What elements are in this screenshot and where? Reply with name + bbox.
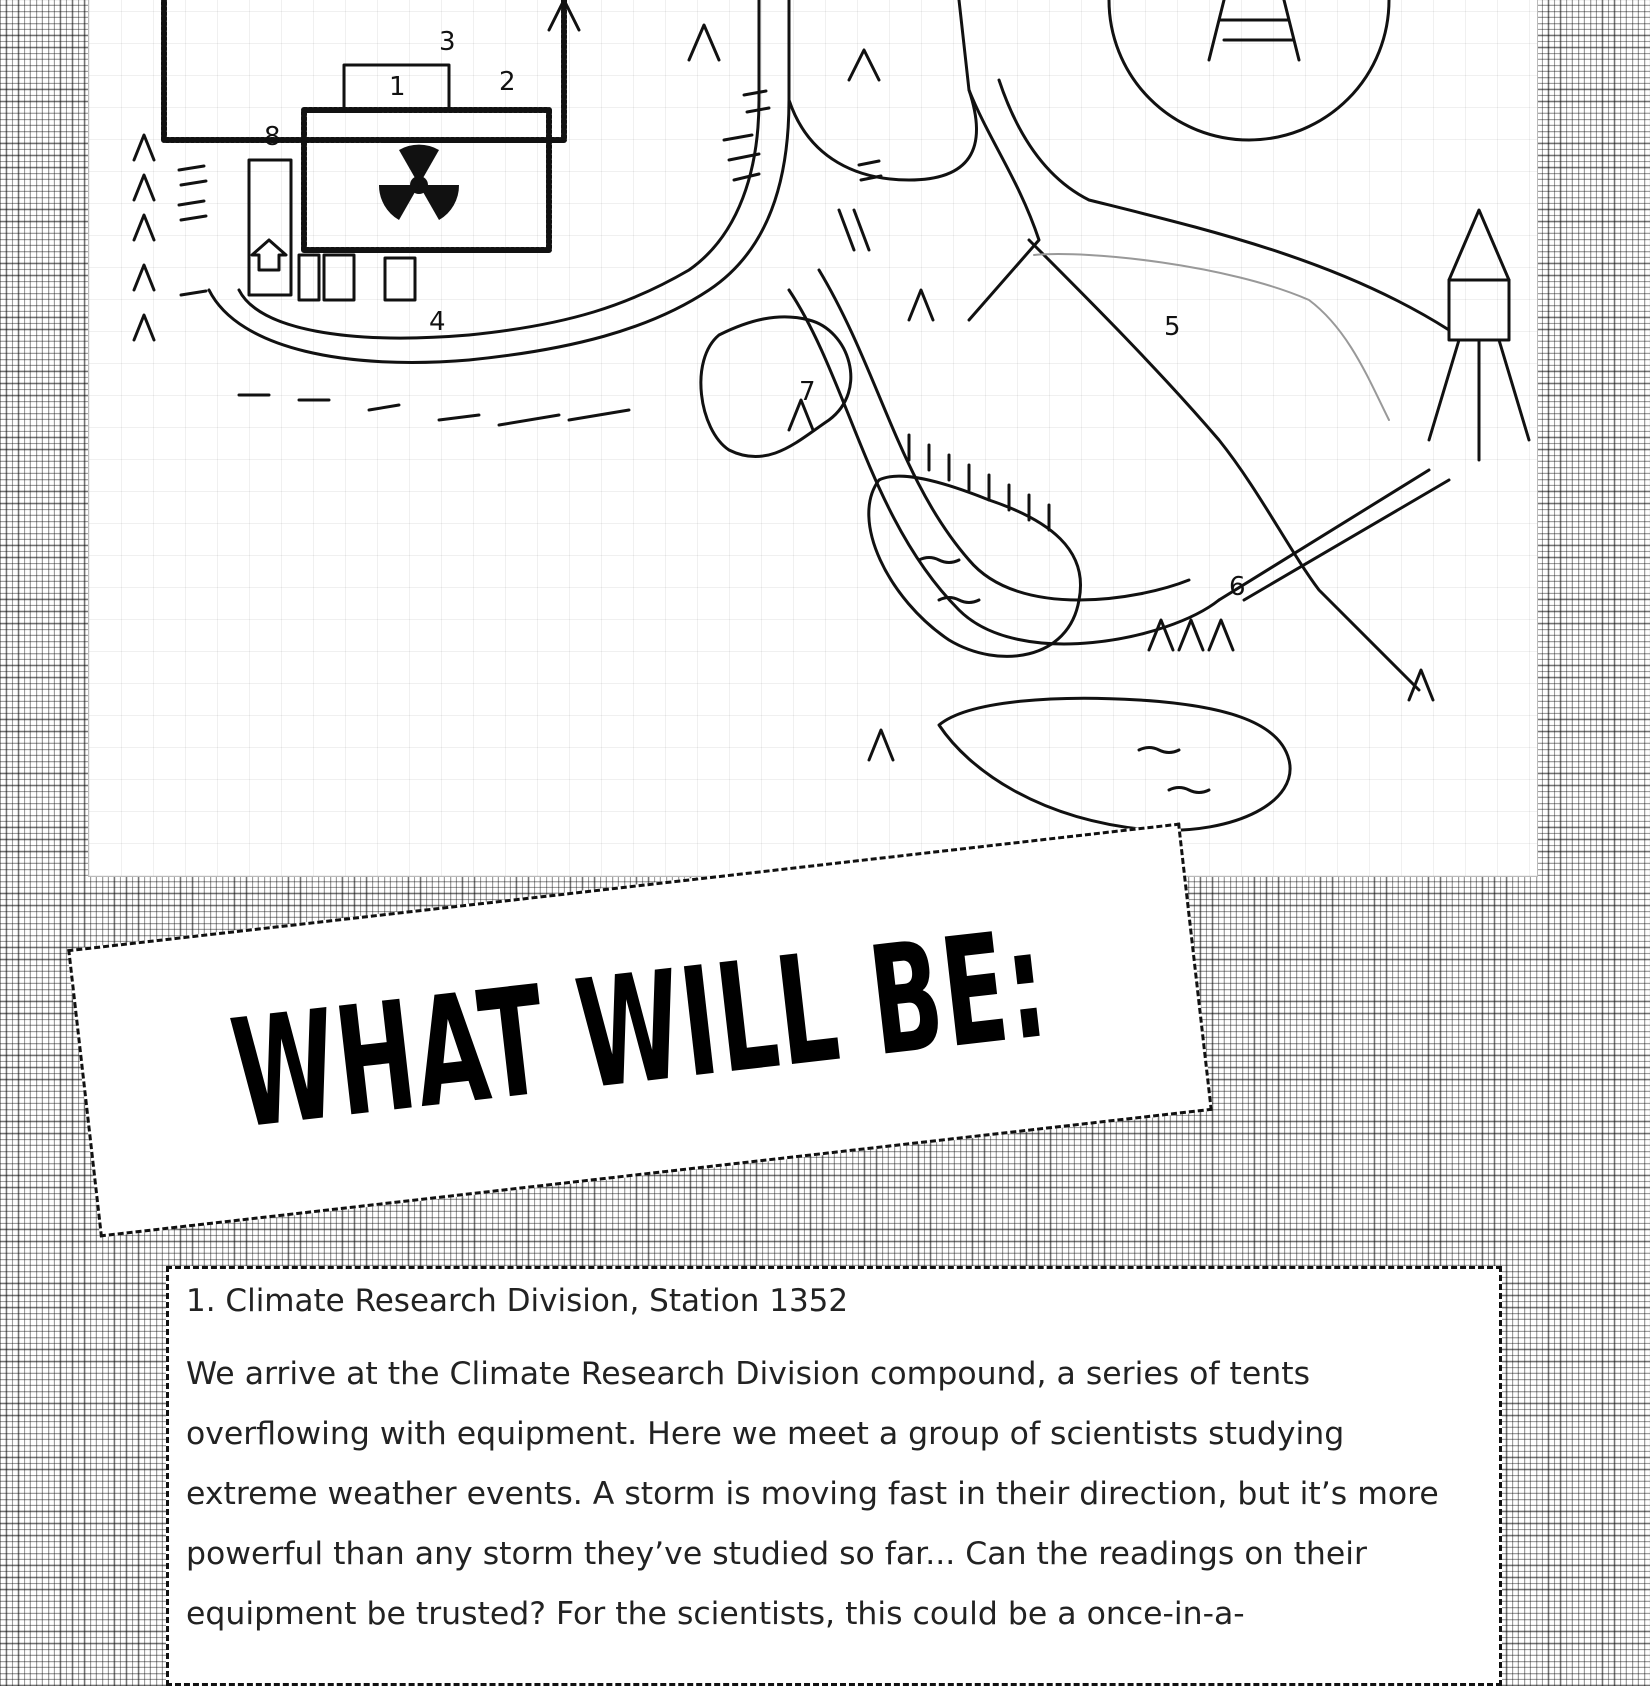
entry-body: We arrive at the Climate Research Division compound, a series of tents overflowing with equipment. Here we meet a group of scientists studying extreme weather events. A storm is moving fast in their direction, but it’s more powerful than any storm they’ve studied so far... Can the readings on their equipment be trusted? For the scientists, this could be a once-in-a- [186, 1356, 1439, 1633]
map-label-5: 5 [1164, 312, 1181, 342]
map-label-7: 7 [799, 377, 816, 407]
entry-text-box [166, 1266, 1502, 1686]
water-tower-roof [1449, 210, 1509, 280]
radiation-zone-fence [304, 110, 549, 250]
page-title: WHAT WILL BE: [224, 897, 1056, 1163]
map-label-1: 1 [389, 72, 406, 102]
building-8 [249, 160, 291, 295]
lake-lower [939, 698, 1290, 830]
map-label-2: 2 [499, 67, 516, 97]
map-label-8: 8 [264, 122, 281, 152]
water-tower-tank [1449, 280, 1509, 340]
hand-drawn-map [88, 0, 1538, 877]
map-label-3: 3 [439, 27, 456, 57]
forest-area-7 [701, 317, 851, 457]
map-label-6: 6 [1229, 572, 1246, 602]
entry-title: 1. Climate Research Division, Station 1352 [186, 1283, 849, 1319]
map-label-4: 4 [429, 307, 446, 337]
arrow-up-icon [252, 240, 286, 270]
radiation-icon [379, 145, 459, 220]
map-drawing [89, 0, 1539, 877]
heading-banner [67, 823, 1213, 1238]
